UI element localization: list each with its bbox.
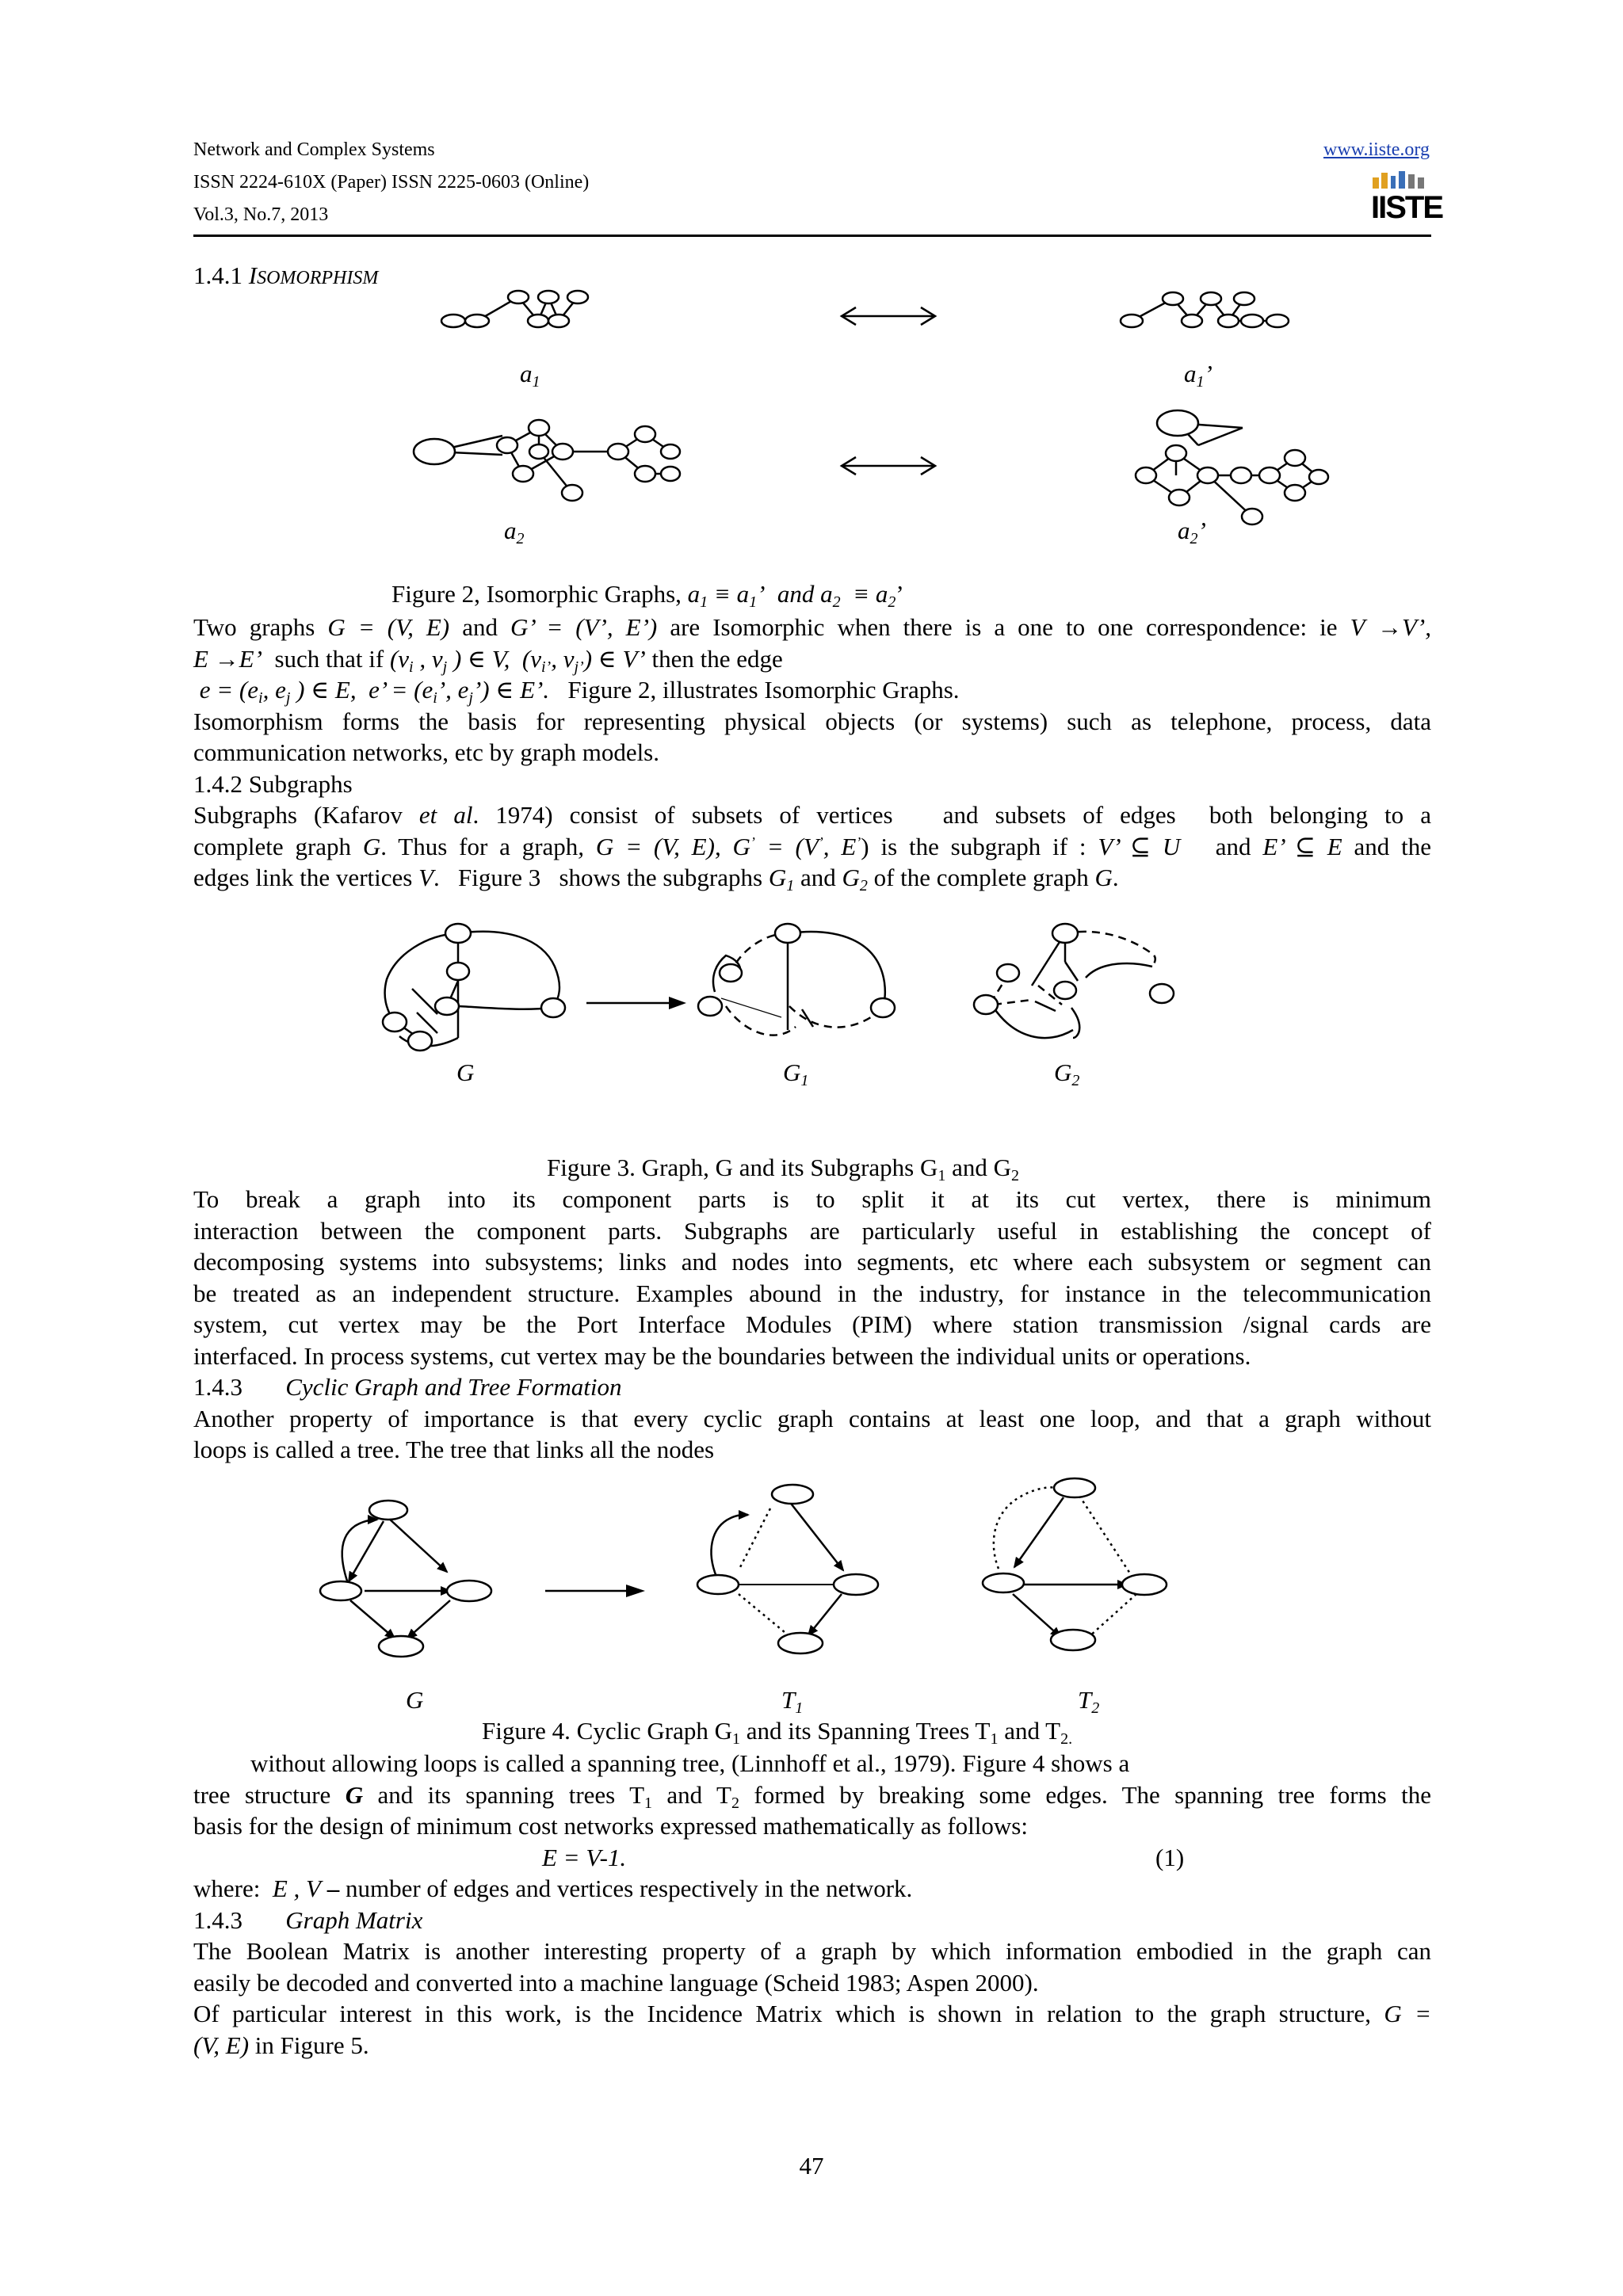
graph-T2-fig4 — [972, 1466, 1178, 1648]
figure-2-caption: Figure 2, Isomorphic Graphs, $a_1 \equiv a_1$’ and $a_2 \equiv a_2$’ — [391, 580, 904, 611]
label-a2-prime: $a_2$’ — [1178, 517, 1206, 547]
graph-a1 — [436, 289, 618, 345]
paragraph-spanning-tree: without allowing loops is called a spanning tree, (Linnhoff et al., 1979). Figure 4 shows a tree structure G and its spanning trees $T_1$ and $T_2$ formed by breaking some edges. The spanning tree forms the basis for the design of minimum cost networks expressed mathematically as follows: E = V-1. (1) where: E , V – number of edges and vertices respectively in the network. 1.4.3 Graph Matrix The Boolean Matrix is another interesting property of a graph by which information embodied in the graph can easily be decoded and converted into a machine language (Scheid 1983; Aspen 2000). Of particular interest in this work, is the Incidence Matrix which is shown in relation to the graph structure, G = (V, E) in Figure 5. — [193, 1749, 1431, 2059]
label-T1-fig4: $T_1$ — [781, 1686, 804, 1717]
page-number: 47 — [799, 2152, 824, 2180]
graph-G1-fig3 — [694, 919, 916, 1062]
issn-line: ISSN 2224-610X (Paper) ISSN 2225-0603 (Online) — [193, 172, 590, 193]
section-number: 1.4.1 — [193, 261, 242, 289]
logo-text: IISTE — [1371, 190, 1443, 225]
graph-G-fig4 — [311, 1483, 517, 1657]
equation-1-number: (1) — [1155, 1843, 1185, 1871]
label-G-fig4: G — [406, 1686, 424, 1714]
paragraph-isomorphism-definition: Two graphs G = (V, E) and G’ = (V’, E’) are Isomorphic when there is a one to one correspondence: ie V →V’, E →E’ such that if ($v_i$ , $v_j$ ) ∈ V, ($v_{i’}$, $v_{j’}$) ∈ V’ then the edge $e = (e_i$, $e_j$ ) ∈ E, e’ = ($e_i$’, $e_j$’) ∈ E’. Figure 2, illustrates Isomorphic Graphs. Isomorphism forms the basis for representing physical objects (or systems) such as telephone, process, data communication networks, etc by graph models. 1.4.2 Subgraphs Subgraphs (Kafarov et al. 1974) consist of subsets of vertices and subsets of edges both belonging to a complete graph G. Thus for a graph, G = (V, E), G’ = (V’, E’) is the subgraph if : V’ ⊆ U and E’ ⊆ E and the edges link the vertices V. Figure 3 shows the subgraphs $G_1$ and $G_2$ of the complete graph G. — [193, 613, 1432, 894]
logo-bars-icon — [1371, 170, 1431, 190]
graph-a1-prime — [1116, 289, 1298, 345]
figure-3-caption: Figure 3. Graph, G and its Subgraphs $G_1$ and $G_2$ — [547, 1154, 1020, 1184]
graph-T1-fig4 — [691, 1474, 897, 1648]
arrow-G-to-G1 — [585, 994, 688, 1013]
section-1-4-3-heading: 1.4.3 Cyclic Graph and Tree Formation — [193, 1373, 622, 1401]
section-title-cap: I — [248, 261, 258, 289]
section-1-4-1-heading — [193, 261, 378, 290]
paragraph-cut-vertex: To break a graph into its component parts is to split it at its cut vertex, there is minimum interaction between the component parts. Subgraphs are particularly useful in establishing the concept of decomposing systems into subsystems; links and nodes into segments, etc where each subsystem or segment can be treated as an independent structure. Examples abound in the industry, for instance in the telecommunication system, cut vertex may be the Port Interface Modules (PIM) where station transmission /signal cards are interfaced. In process systems, cut vertex may be the boundaries between the individual units or operations. 1.4.3 Cyclic Graph and Tree Formation Another property of importance is that every cyclic graph contains at least one loop, and that a graph without loops is called a tree. The tree that links all the nodes — [193, 1185, 1431, 1463]
equation-1: E = V-1. — [542, 1843, 627, 1871]
section-1-4-3-graph-matrix-heading: 1.4.3 Graph Matrix — [193, 1905, 423, 1934]
header-rule — [193, 235, 1431, 237]
label-G1-fig3: $G_1$ — [783, 1058, 809, 1089]
figure-4-caption: Figure 4. Cyclic Graph $G_1$ and its Spanning Trees $T_1$ and $T_{2.}$ — [482, 1717, 1073, 1748]
isomorphic-double-arrow-1 — [838, 304, 938, 328]
isomorphic-double-arrow-2 — [838, 454, 938, 478]
label-G2-fig3: $G_2$ — [1054, 1058, 1080, 1089]
volume-line: Vol.3, No.7, 2013 — [193, 204, 329, 225]
label-a1-prime: $a_1$’ — [1184, 360, 1212, 391]
label-a2: $a_2$ — [504, 517, 525, 547]
label-G-fig3: G — [456, 1058, 475, 1086]
label-a1: $a_1$ — [520, 360, 540, 391]
section-1-4-2-heading: 1.4.2 Subgraphs — [193, 769, 353, 798]
journal-name: Network and Complex Systems — [193, 139, 435, 160]
arrow-G-to-T1 — [544, 1581, 647, 1600]
journal-url-link[interactable]: www.iiste.org — [1323, 139, 1430, 160]
iiste-logo — [1371, 170, 1443, 227]
graph-a2 — [412, 418, 697, 505]
graph-a2-prime — [1128, 406, 1335, 532]
label-T2-fig4: $T_2$ — [1078, 1686, 1100, 1717]
graph-G-fig3 — [355, 919, 577, 1062]
graph-G2-fig3 — [967, 919, 1189, 1062]
section-title-smallcaps: SOMORPHISM — [257, 268, 379, 288]
